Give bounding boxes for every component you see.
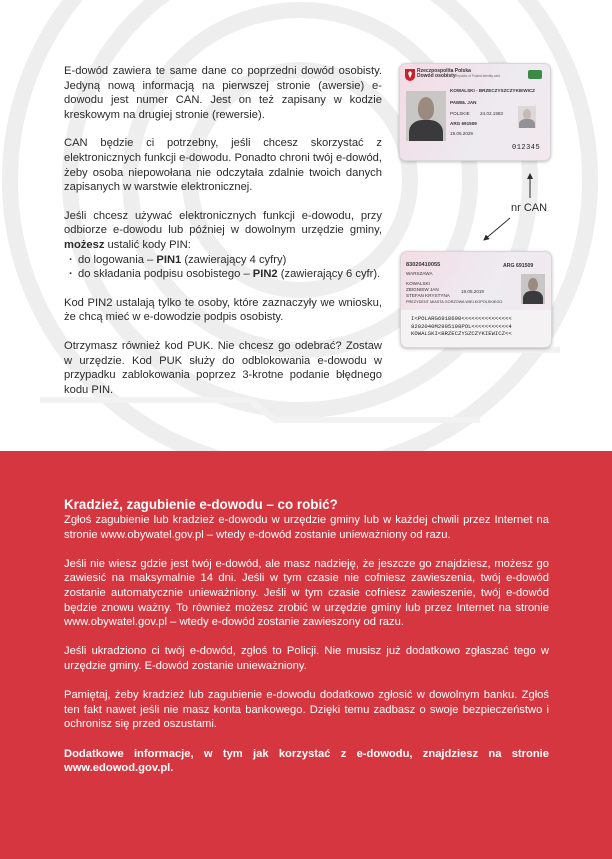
pin2-label: PIN2 xyxy=(252,268,278,281)
card-father-name: ZBIGNIEW JAN xyxy=(406,287,439,292)
card-doc-type-en: Republic of Poland Identity card xyxy=(455,74,501,78)
card-mother-name: STEFAN KRYSTYNA xyxy=(406,293,450,298)
pin-intro-bold: możesz xyxy=(64,238,105,251)
theft-paragraph-1: Zgłoś zagubienie lub kradzież e-dowodu w urzędzie gminy lub w każdej chwili przez Internet na stronie www.obywatel.gov.pl – wtedy e-dowód zostanie unieważniony od razu. xyxy=(64,514,549,541)
card-surname: KOWALSKI - BRZECZYSZCZYKIEWICZ xyxy=(450,88,535,93)
intro-paragraph-5: Otrzymasz również kod PUK. Nie chcesz go odebrać? Zostaw w urzędzie. Kod PUK służy do odblokowania e-dowodu w przypadku zablokowania poprzez 3-krotne podanie błędnego kodu PIN. xyxy=(64,339,382,396)
eagle-emblem-icon xyxy=(405,69,415,81)
theft-more-info xyxy=(64,747,549,776)
card-can-number: 012345 xyxy=(512,144,541,152)
pin1-label: PIN1 xyxy=(156,253,182,266)
card-nationality: POLSKIE xyxy=(450,111,470,116)
card-issuer: PREZYDENT MIASTA GORZOWA WIELKOPOLSKIEGO xyxy=(406,300,503,304)
holder-photo-ghost xyxy=(518,106,536,128)
intro-paragraph-2: CAN będzie ci potrzebny, jeśli chcesz skorzystać z elektronicznych funkcji e-dowodu. Ponadto chroni twój e-dowód, żeby osoba niepowołana nie odczytała zdalnie twoich danych zapisanych w warstwie elektronicznej. xyxy=(64,137,382,194)
theft-paragraph-3: Jeśli ukradziono ci twój e-dowód, zgłoś to Policji. Nie musisz już dodatkowo zgłaszać tego w urzędzie gminy. E-dowód zostanie unieważniony. xyxy=(64,645,549,672)
id-card-back xyxy=(400,251,552,348)
pin1-item xyxy=(64,253,382,268)
intro-text xyxy=(64,64,382,411)
card-expiry: 19.05.2029 xyxy=(450,131,473,136)
id-card-front xyxy=(399,63,551,161)
card-place-of-birth: WARSZAWA xyxy=(406,271,433,276)
intro-paragraph-1: E-dowód zawiera te same dane co poprzedni dowód osobisty. Jedyną nową informacją na pierwszej stronie (awersie) e-dowodu jest numer CAN. Jest on też zapisany w kodzie kreskowym na drugiej stronie (rewersie). xyxy=(64,65,382,121)
intro-paragraph-3 xyxy=(64,209,382,253)
holder-photo xyxy=(406,91,446,141)
theft-paragraph-4: Pamiętaj, żeby kradzież lub zagubienie e-dowodu dodatkowo zgłosić w dowolnym banku. Zgłoś ten fakt nawet jeśli nie masz konta bankowego. Dzięki temu zadbasz o swoje bezpieczeństwo i ochronisz się przed oszustami. xyxy=(64,689,549,731)
card-doc-type: Dowód osobisty xyxy=(417,73,456,79)
pin1-detail: (zawierający 4 cyfry) xyxy=(181,253,287,266)
pin-intro-end: ustalić kody PIN: xyxy=(104,238,191,251)
pin2-detail: (zawierający 6 cyfr). xyxy=(277,268,381,281)
pin2-text: do składania podpisu osobistego – xyxy=(78,268,253,281)
card-family-name: KOWALSKI xyxy=(406,281,430,286)
card-country: Rzeczpospolita Polska xyxy=(417,68,471,74)
holder-photo-small xyxy=(521,274,545,304)
card-back-number: ARG 691509 xyxy=(503,263,534,269)
card-pesel: 83020410055 xyxy=(406,262,441,268)
theft-heading: Kradzież, zagubienie e-dowodu – co robić? xyxy=(64,497,338,512)
pin-list xyxy=(64,253,382,282)
card-number: ARG 691509 xyxy=(450,121,477,126)
card-given-names: PAWEŁ JAN xyxy=(450,100,477,105)
more-info-text: Dodatkowe informacje, w tym jak korzystać z e-dowodu, znajdziesz na stronie www.edowod.gov.pl. xyxy=(64,747,549,775)
pin-intro-text: Jeśli chcesz używać elektronicznych funkcji e-dowodu, przy odbiorze e-dowodu lub później w dowolnym urzędzie gminy, xyxy=(64,209,382,237)
theft-paragraph-2: Jeśli nie wiesz gdzie jest twój e-dowód, ale masz nadzieję, że jeszcze go znajdziesz, możesz go zawiesić na maksymalnie 14 dni. Jeśli w tym czasie nie cofniesz zawieszenia, twój e-dowód zostanie automatycznie unieważniony. Jeśli w tym czasie cofniesz zawieszenie, twój e-dowód będzie znowu ważny. To również możesz zrobić w urzędzie gminy lub przez Internet na stronie www.obywatel.gov.pl – wtedy e-dowód zostanie zawieszony od razu. xyxy=(64,557,549,629)
pin2-item xyxy=(64,267,382,282)
card-birth-date: 24.02.1983 xyxy=(480,111,503,116)
nr-can-label: nr CAN xyxy=(511,202,548,214)
pin1-text: do logowania – xyxy=(78,253,157,266)
card-issue-date: 19.05.2019 xyxy=(461,289,484,294)
theft-section xyxy=(0,451,612,859)
card-mrz: I<POLARG6918690<<<<<<<<<<<<<<< 8202040M2905198POL<<<<<<<<<<<4 KOWALSKI<BRZECZYSZCZYKIEWICZ<< xyxy=(411,315,512,338)
intro-paragraph-4: Kod PIN2 ustalają tylko te osoby, które zaznaczyły we wniosku, że chcą mieć w e-dowodzie podpis osobisty. xyxy=(64,296,382,324)
card-chip-icon xyxy=(528,70,542,79)
